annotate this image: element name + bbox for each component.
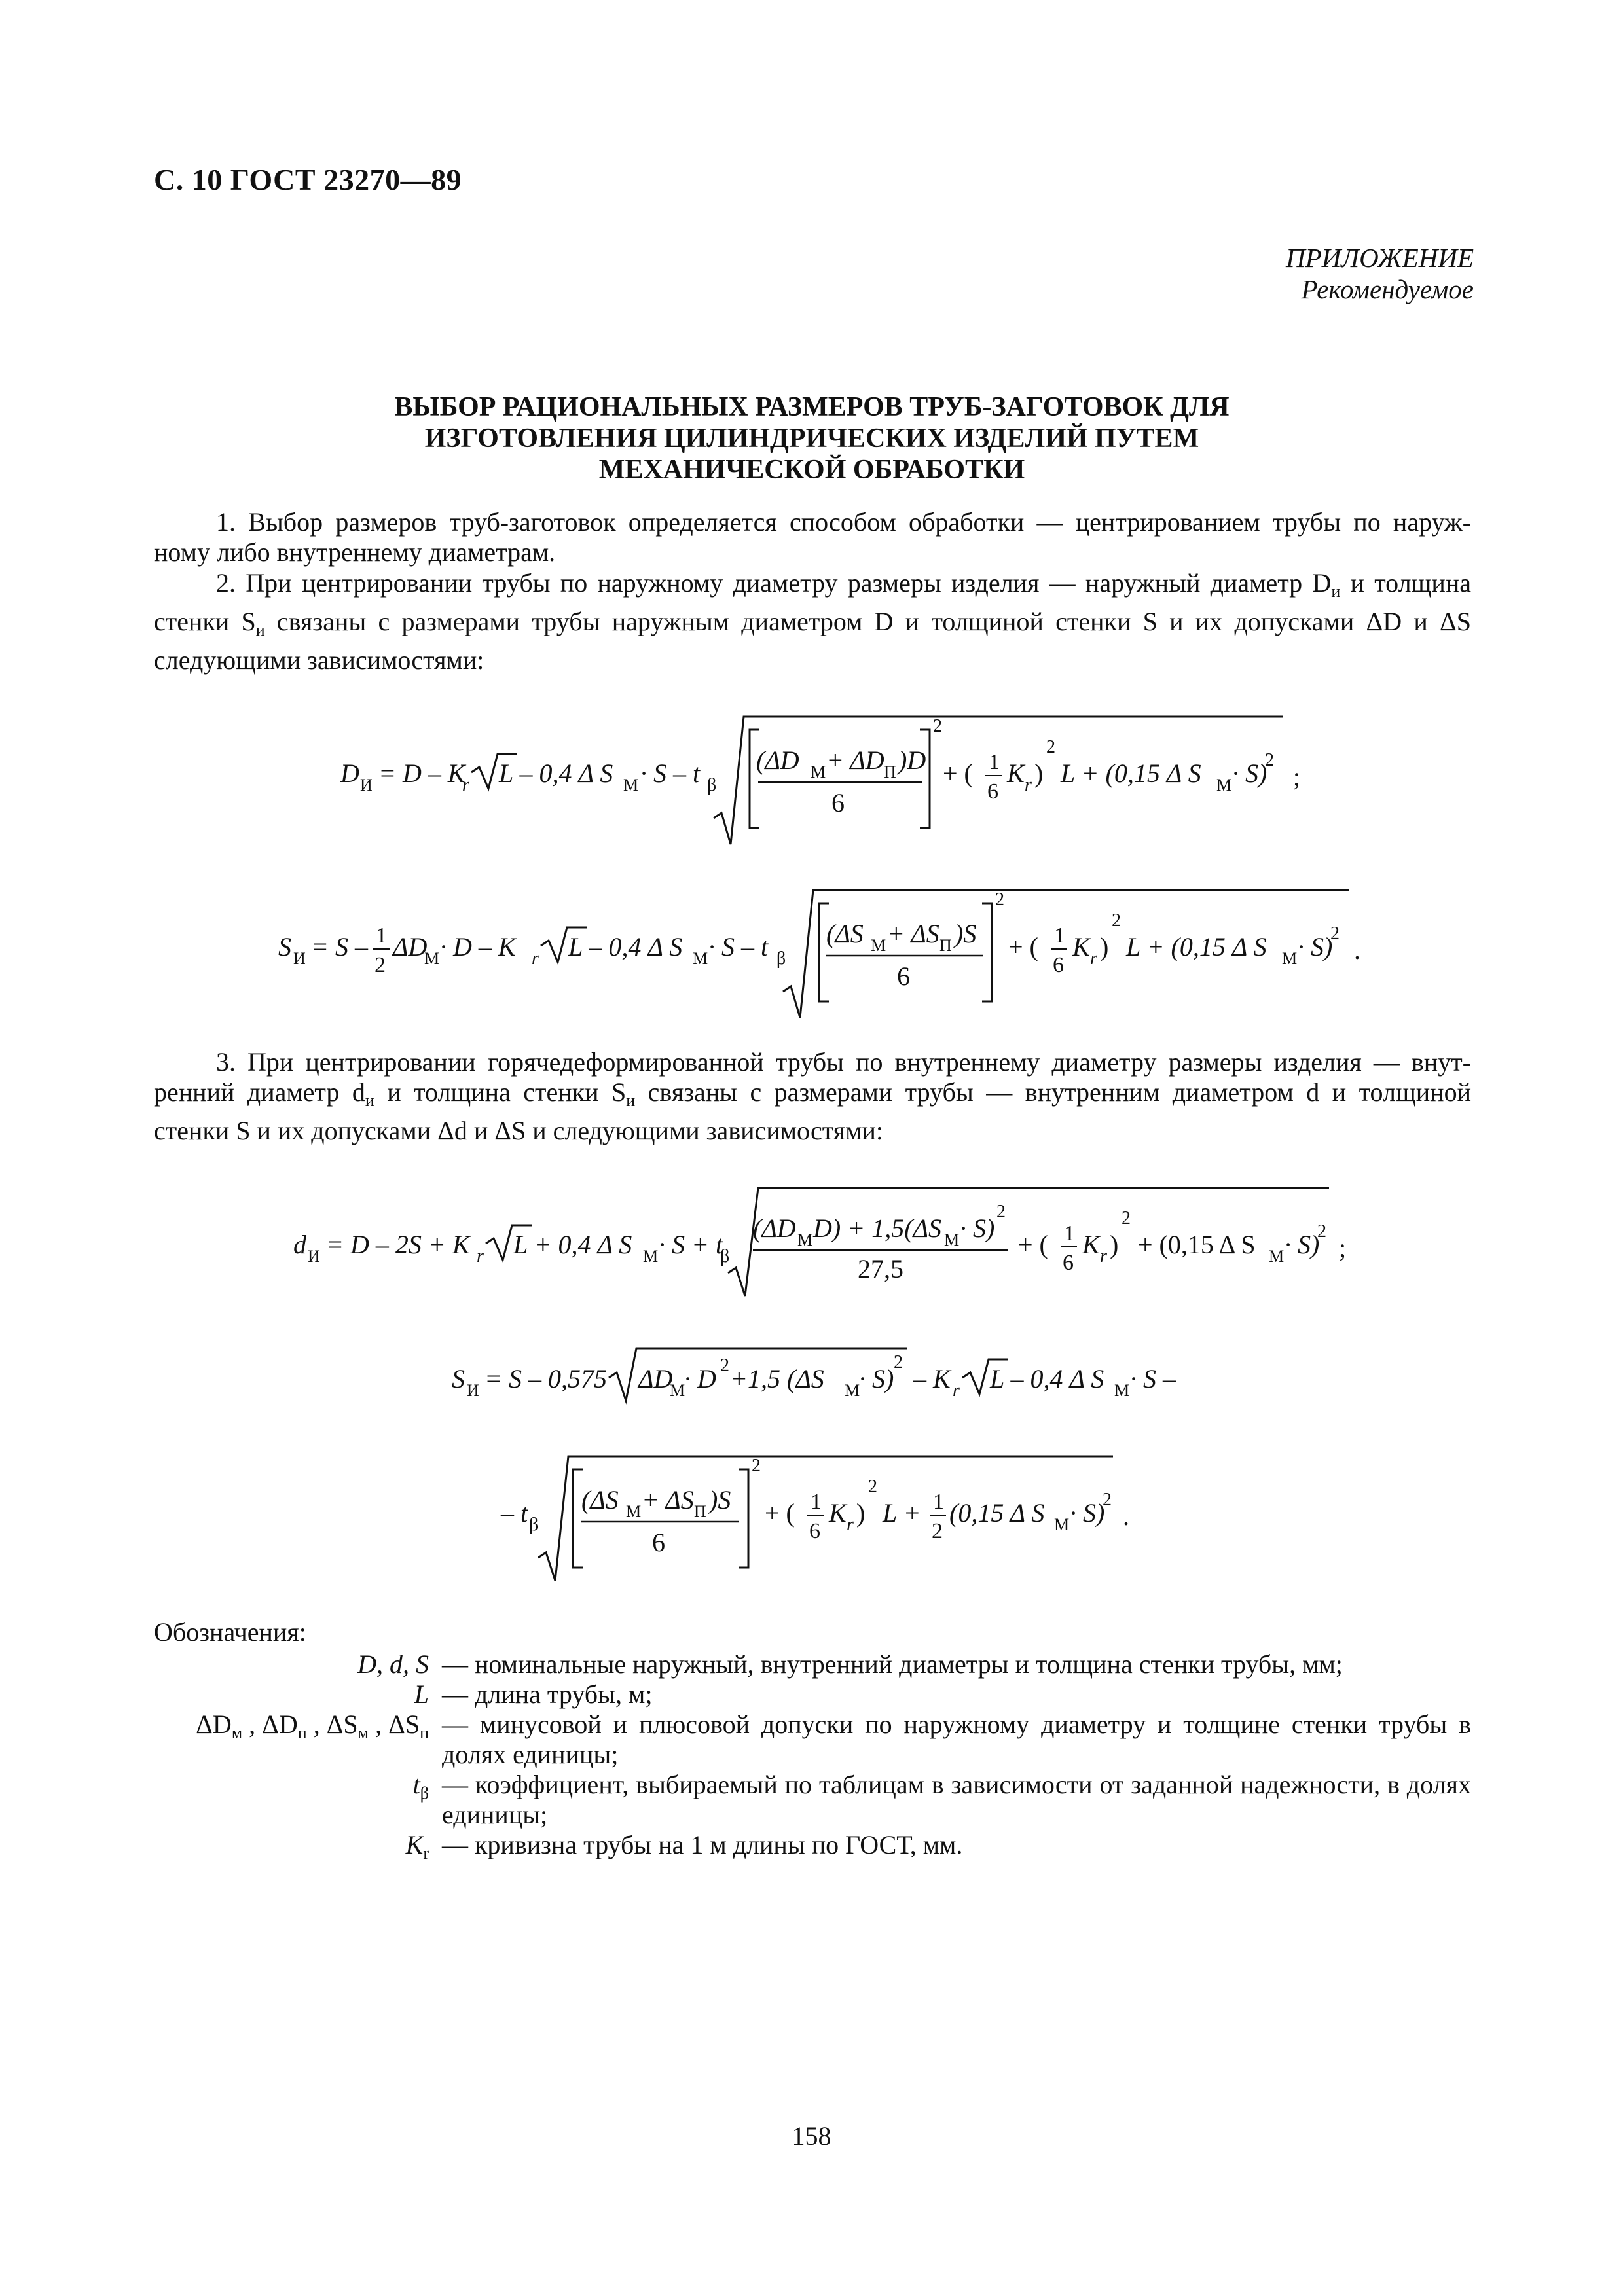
formula-term: L – 0,4 Δ S — [499, 759, 613, 788]
formula-subscript: r — [1100, 1246, 1107, 1266]
formula-term: L – 0,4 Δ S — [990, 1364, 1104, 1393]
formula-term: ΔD — [638, 1364, 673, 1393]
legend-symbol: D, d, S — [357, 1649, 429, 1679]
legend-item — [154, 1710, 1471, 1770]
formula-subscript: r — [462, 775, 469, 795]
text-fragment: и толщина — [1340, 568, 1471, 598]
formula-term: 6 — [652, 1528, 665, 1557]
page-number: 158 — [792, 2121, 831, 2151]
legend-definition: — кривизна трубы на 1 м длины по ГОСТ, мм. — [442, 1830, 963, 1859]
subscript: м — [231, 1723, 243, 1742]
subscript: и — [626, 1091, 636, 1110]
document-title — [154, 391, 1470, 486]
appendix-label-block — [1286, 242, 1474, 305]
formula-term: 6 — [1063, 1251, 1074, 1275]
legend-symbol — [154, 1710, 442, 1770]
formula-subscript: r — [847, 1515, 854, 1535]
formula-term: · S – — [1130, 1364, 1176, 1393]
formula-term: 6 — [1053, 953, 1064, 977]
formula-subscript: β — [720, 1246, 730, 1266]
page-header: С. 10 ГОСТ 23270—89 — [154, 163, 462, 196]
formula-wall-inner-b — [0, 1440, 1623, 1636]
exponent: 2 — [933, 716, 942, 736]
legend-symbol — [154, 1770, 442, 1830]
text-fragment: и толщина стенки S — [374, 1077, 627, 1107]
formula-term: · S) — [1070, 1498, 1105, 1528]
formula-term: 1 — [989, 750, 1000, 774]
formula-term: 1 — [933, 1490, 944, 1514]
formula-subscript: М — [1216, 776, 1232, 795]
formula-term: 6 — [897, 961, 910, 991]
formula-term: 1 — [1064, 1221, 1075, 1246]
formula-end: ; — [1293, 762, 1301, 791]
formula-term: (0,15 Δ S — [949, 1498, 1045, 1528]
subscript: и — [365, 1091, 374, 1110]
subscript: и — [255, 620, 265, 639]
formula-term: +1,5 (ΔS — [730, 1364, 824, 1393]
formula-term: + ( — [943, 759, 973, 788]
formula-subscript: М — [643, 1247, 659, 1266]
exponent: 2 — [1122, 1208, 1131, 1229]
formula-term: (ΔS — [581, 1485, 619, 1515]
paragraph-line — [154, 568, 1471, 607]
formula-subscript: r — [1025, 775, 1032, 795]
formula-term: K — [1072, 932, 1090, 961]
formula-lhs: S — [278, 932, 291, 961]
legend-definition: — коэффициент, выбираемый по таблицам в зависимости от заданной надежности, в долях единицы; — [442, 1770, 1471, 1829]
formula-term: 1 — [1054, 924, 1065, 948]
paragraph-line — [154, 1077, 1471, 1116]
formula-subscript: β — [529, 1515, 539, 1535]
paragraph-line: стенки S и их допусками Δd и ΔS и следующими зависимостями: — [154, 1116, 883, 1145]
paragraph-line: следующими зависимостями: — [154, 645, 484, 675]
formula-end: . — [1123, 1501, 1129, 1531]
paragraph-line — [154, 607, 1471, 645]
formula-term: – K — [913, 1364, 951, 1393]
text-fragment: связаны с размерами трубы наружным диаметром D и толщиной стенки S и их допусками ΔD и ΔS — [264, 607, 1472, 636]
formula-subscript: М — [1114, 1381, 1130, 1400]
formula-term: L + — [883, 1498, 921, 1528]
formula-term: + ( — [1008, 932, 1038, 961]
legend-item — [154, 1770, 1471, 1830]
paragraph-line: 3. При центрировании горячедеформированной трубы по внутреннему диаметру размеры изделия — внут- — [216, 1047, 1471, 1077]
formula-end: . — [1354, 935, 1360, 965]
exponent: 2 — [1330, 924, 1340, 944]
formula-term: 2 — [374, 953, 386, 977]
legend-symbol: L — [414, 1679, 429, 1709]
symbol-part: t — [412, 1770, 420, 1799]
formula-term: L + 0,4 Δ S — [513, 1230, 632, 1259]
formula-term: · S) — [859, 1364, 894, 1393]
formula-term: K — [829, 1498, 847, 1528]
formula-term: + ΔS — [642, 1485, 694, 1515]
formula-term: 6 — [987, 780, 998, 804]
formula-subscript: М — [797, 1230, 813, 1249]
paragraph-3 — [154, 1047, 1471, 1146]
formula-term: · S) — [1285, 1230, 1320, 1259]
formula-subscript: r — [532, 948, 539, 969]
text-fragment: ренний диаметр d — [154, 1077, 365, 1107]
formula-term: )S — [955, 919, 977, 948]
appendix-status: Рекомендуемое — [1301, 274, 1474, 304]
formula-term: K — [1007, 759, 1025, 788]
formula-subscript: М — [944, 1230, 960, 1249]
formula-term: ) — [1110, 1230, 1119, 1259]
formula-term: · S – t — [640, 759, 701, 788]
formula-term: (ΔS — [826, 919, 864, 948]
appendix-label: ПРИЛОЖЕНИЕ — [1286, 243, 1474, 273]
symbol-part: K — [405, 1830, 424, 1859]
subscript: r — [423, 1844, 429, 1863]
formula-term: · S – t — [708, 932, 769, 961]
exponent: 2 — [894, 1352, 903, 1372]
exponent: 2 — [752, 1456, 761, 1476]
formula-term: = D – K — [378, 759, 465, 788]
paragraph-1 — [154, 507, 1471, 567]
formula-subscript: М — [626, 1502, 642, 1521]
text-fragment: связаны с размерами трубы — внутренним диаметром d и толщиной — [635, 1077, 1471, 1107]
formula-term: ΔD — [393, 932, 428, 961]
formula-term: L + (0,15 Δ S — [1061, 759, 1201, 788]
formula-svg — [0, 694, 1623, 890]
paragraph-line: 1. Выбор размеров труб-заготовок определяется способом обработки — центрированием трубы по наруж- — [216, 507, 1471, 537]
formula-svg — [0, 1440, 1623, 1597]
formula-term: (ΔD — [753, 1213, 796, 1243]
formula-term: L + (0,15 Δ S — [1126, 932, 1267, 961]
exponent: 2 — [1046, 737, 1055, 757]
formula-term: (ΔD — [756, 745, 799, 775]
formula-term: ) — [856, 1498, 866, 1528]
formula-term: + ( — [1018, 1230, 1048, 1259]
symbol-part: , ΔS — [306, 1710, 358, 1739]
formula-subscript: М — [845, 1381, 860, 1400]
formula-subscript: r — [1090, 948, 1097, 969]
text-fragment: 2. При центрировании трубы по наружному диаметру размеры изделия — наружный диаметр D — [216, 568, 1332, 598]
subscript: и — [1331, 582, 1341, 601]
formula-subscript: β — [707, 775, 717, 795]
paragraph-2 — [154, 568, 1471, 675]
symbol-part: , ΔD — [242, 1710, 298, 1739]
legend-item — [154, 1830, 1471, 1869]
formula-subscript: М — [424, 949, 440, 968]
legend-definition: — номинальные наружный, внутренний диаметры и толщина стенки трубы, мм; — [442, 1649, 1343, 1679]
formula-subscript: И — [360, 776, 373, 795]
formula-term: 6 — [831, 788, 845, 817]
formula-subscript: И — [467, 1381, 479, 1400]
title-line: ВЫБОР РАЦИОНАЛЬНЫХ РАЗМЕРОВ ТРУБ-ЗАГОТОВОК ДЛЯ — [394, 392, 1230, 422]
formula-term: ) — [1034, 759, 1044, 788]
legend-item — [154, 1649, 1471, 1679]
formula-term: 6 — [809, 1519, 820, 1543]
formula-term: = S – 0,575 — [484, 1364, 607, 1393]
subscript: п — [297, 1723, 307, 1742]
formula-term: )D — [898, 745, 926, 775]
subscript: м — [357, 1723, 369, 1742]
exponent: 2 — [1317, 1221, 1326, 1242]
text-fragment: стенки S — [154, 607, 256, 636]
formula-term: 2 — [932, 1519, 943, 1543]
legend-symbol — [154, 1830, 442, 1869]
exponent: 2 — [1112, 910, 1121, 931]
formula-subscript: П — [884, 762, 896, 781]
subscript: п — [420, 1723, 429, 1742]
formula-subscript: М — [693, 949, 708, 968]
formula-subscript: И — [293, 949, 306, 968]
formula-term: L – 0,4 Δ S — [568, 932, 683, 961]
formula-term: · S) — [1298, 932, 1333, 961]
formula-svg — [0, 1329, 1623, 1420]
exponent: 2 — [996, 1202, 1006, 1222]
title-line: ИЗГОТОВЛЕНИЯ ЦИЛИНДРИЧЕСКИХ ИЗДЕЛИЙ ПУТЕМ — [424, 423, 1199, 454]
formula-subscript: М — [871, 936, 886, 955]
title-line: МЕХАНИЧЕСКОЙ ОБРАБОТКИ — [598, 455, 1025, 485]
legend-definition: — минусовой и плюсовой допуски по наружному диаметру и толщине стенки трубы в долях единицы; — [442, 1710, 1471, 1769]
formula-svg — [0, 867, 1623, 1037]
formula-term: = D – 2S + K — [326, 1230, 470, 1259]
formula-subscript: r — [477, 1246, 484, 1266]
formula-subscript: М — [670, 1381, 685, 1400]
paragraph-line: ному либо внутреннему диаметрам. — [154, 537, 556, 567]
formula-term: + ΔD — [826, 745, 884, 775]
formula-term: 27,5 — [858, 1254, 903, 1283]
formula-wall-thickness — [0, 867, 1623, 1064]
legend-title: Обозначения: — [154, 1617, 306, 1647]
formula-lhs: D — [340, 759, 359, 788]
formula-term: · S) — [1232, 759, 1267, 788]
legend-item — [154, 1679, 1471, 1710]
exponent: 2 — [1103, 1490, 1112, 1510]
formula-subscript: М — [1054, 1515, 1070, 1534]
formula-subscript: П — [694, 1502, 706, 1521]
formula-subscript: β — [776, 948, 786, 969]
formula-svg — [0, 1172, 1623, 1329]
formula-subscript: И — [308, 1247, 320, 1266]
formula-lhs: S — [452, 1364, 465, 1393]
formula-term: · D — [684, 1364, 716, 1393]
formula-lhs: d — [293, 1230, 306, 1259]
formula-term: 1 — [811, 1490, 822, 1514]
formula-term: · D – K — [440, 932, 516, 961]
formula-subscript: М — [1269, 1247, 1285, 1266]
formula-term: + ΔS — [887, 919, 939, 948]
formula-term: · S) — [960, 1213, 995, 1243]
exponent: 2 — [995, 889, 1004, 910]
formula-term: · S + t — [659, 1230, 723, 1259]
formula-term: )S — [709, 1485, 731, 1515]
formula-subscript: М — [811, 762, 826, 781]
legend — [154, 1649, 1471, 1869]
formula-subscript: r — [953, 1380, 960, 1401]
exponent: 2 — [720, 1355, 729, 1376]
formula-term: ) — [1100, 932, 1109, 961]
legend-definition: — длина трубы, м; — [442, 1679, 653, 1709]
formula-term: + (0,15 Δ S — [1138, 1230, 1256, 1259]
symbol-part: , ΔS — [369, 1710, 420, 1739]
formula-outer-diameter — [0, 694, 1623, 890]
exponent: 2 — [868, 1477, 877, 1497]
exponent: 2 — [1265, 750, 1274, 770]
formula-end: ; — [1339, 1233, 1347, 1263]
symbol-part: ΔD — [196, 1710, 232, 1739]
formula-term: K — [1082, 1230, 1100, 1259]
formula-subscript: М — [623, 776, 639, 795]
formula-term: 1 — [376, 924, 387, 948]
subscript: β — [420, 1784, 429, 1803]
formula-subscript: М — [1282, 949, 1298, 968]
formula-term: = S – — [311, 932, 368, 961]
formula-term: + ( — [765, 1498, 795, 1528]
formula-subscript: П — [939, 936, 952, 955]
formula-term: D) + 1,5(ΔS — [813, 1213, 941, 1243]
formula-term: – t — [501, 1498, 528, 1528]
